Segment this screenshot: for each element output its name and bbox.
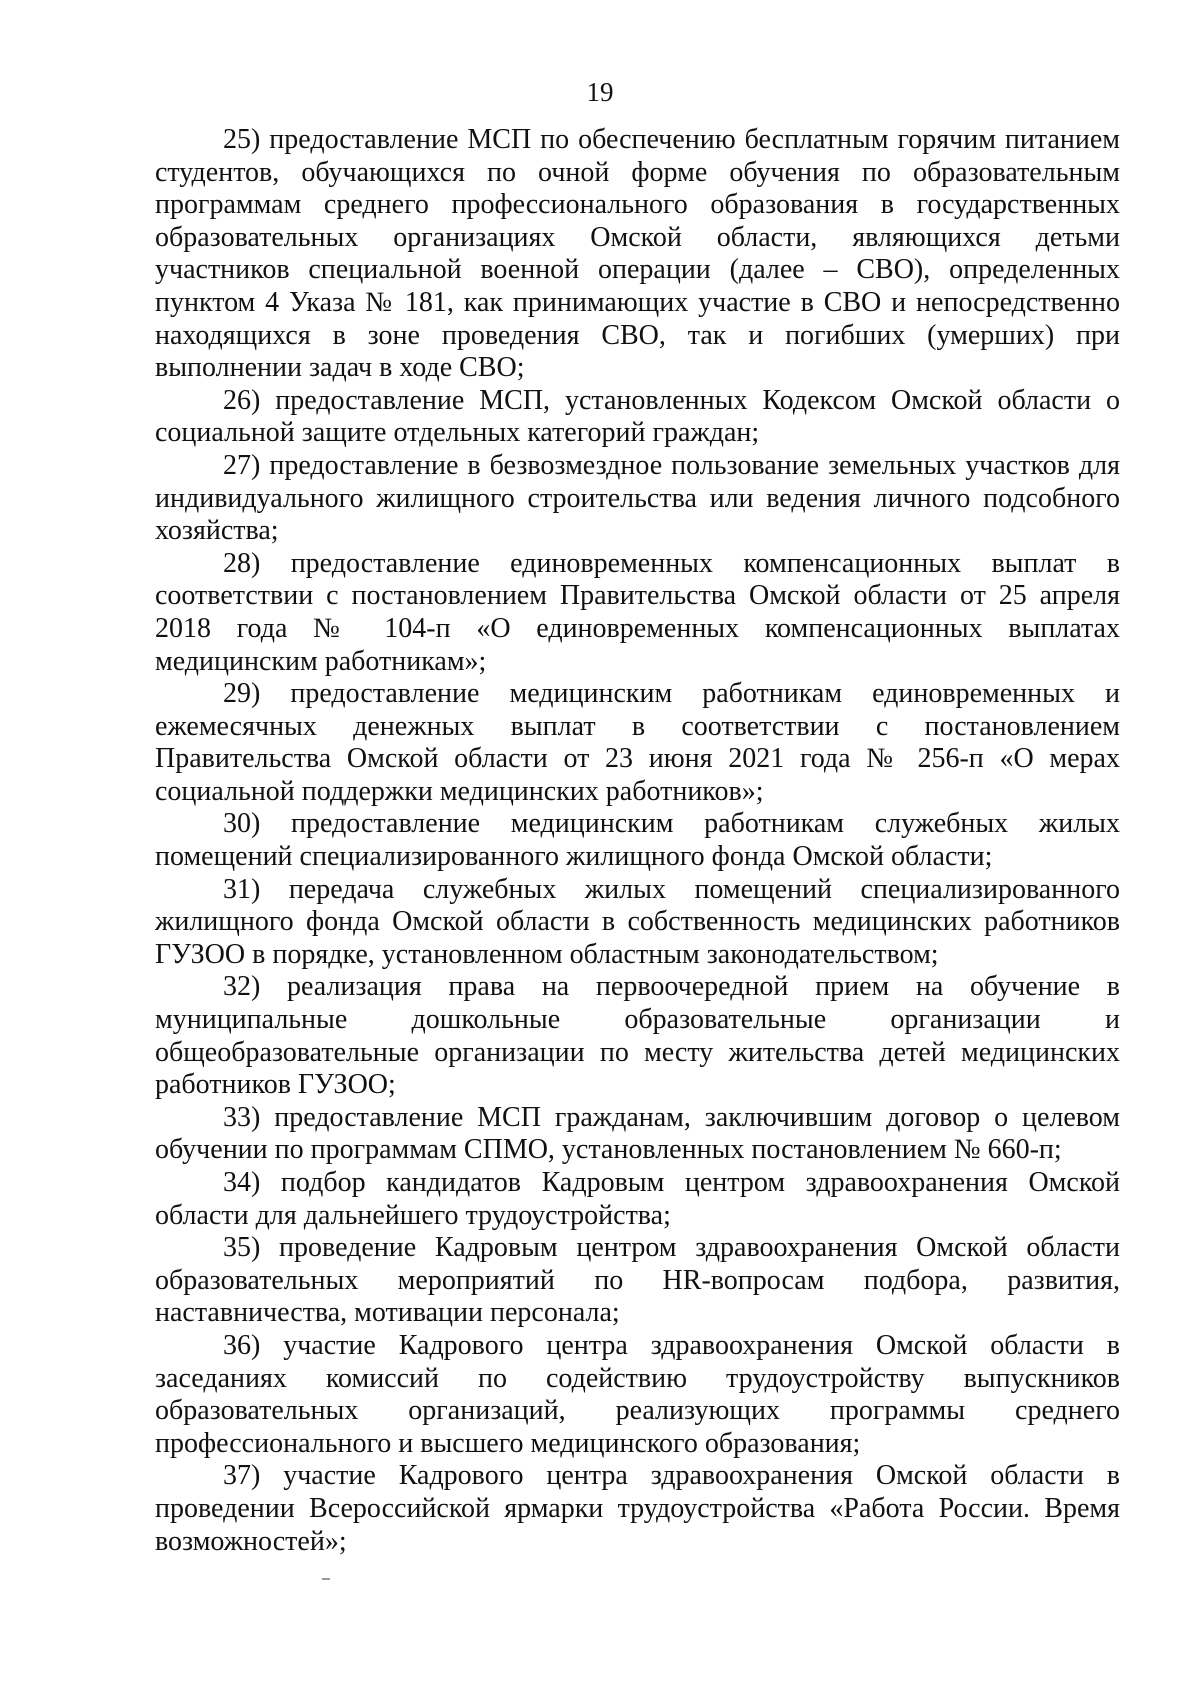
list-item-34: 34) подбор кандидатов Кадровым центром здравоохранения Омской области для дальнейшего трудоустройства; — [155, 1167, 1120, 1231]
list-item-29: 29) предоставление медицинским работникам единовременных и ежемесячных денежных выплат в соответствии с постановлением Правительства Омской области от 23 июня 2021 года № 256-п «О мерах социальной поддержки медицинских работников»; — [155, 678, 1120, 807]
list-item-30: 30) предоставление медицинским работникам служебных жилых помещений специализированного жилищного фонда Омской области; — [155, 808, 1120, 873]
document-body — [155, 124, 1120, 1558]
list-item-32: 32) реализация права на первоочередной прием на обучение в муниципальные дошкольные образовательные организации и общеобразовательные организации по месту жительства детей медицинских работников ГУЗОО; — [155, 971, 1120, 1101]
page-number: 19 — [586, 77, 614, 107]
list-item-25: 25) предоставление МСП по обеспечению бесплатным горячим питанием студентов, обучающихся по очной форме обучения по образовательным программам среднего профессионального образования в государственных образовательных организациях Омской области, являющихся детьми участников специальной военной операции (далее – СВО), определенных пунктом 4 Указа № 181, как принимающих участие в СВО и непосредственно находящихся в зоне проведения СВО, так и погибших (умерших) при выполнении задач в ходе СВО; — [155, 124, 1120, 384]
scan-artifact — [322, 1578, 330, 1580]
list-item-27: 27) предоставление в безвозмездное пользование земельных участков для индивидуального жилищного строительства или ведения личного подсобного хозяйства; — [155, 449, 1120, 547]
list-item-26: 26) предоставление МСП, установленных Кодексом Омской области о социальной защите отдельных категорий граждан; — [155, 384, 1120, 449]
list-item-33: 33) предоставление МСП гражданам, заключившим договор о целевом обучении по программам СПМО, установленных постановлением № 660-п; — [155, 1101, 1120, 1166]
list-item-35: 35) проведение Кадровым центром здравоохранения Омской области образовательных мероприятий по HR-вопросам подбора, развития, наставничества, мотивации персонала; — [155, 1232, 1120, 1329]
list-item-37: 37) участие Кадрового центра здравоохранения Омской области в проведении Всероссийской ярмарки трудоустройства «Работа России. Время возможностей»; — [155, 1460, 1120, 1557]
list-item-31: 31) передача служебных жилых помещений специализированного жилищного фонда Омской области в собственность медицинских работников ГУЗОО в порядке, установленном областным законодательством; — [155, 873, 1120, 970]
list-item-28: 28) предоставление единовременных компенсационных выплат в соответствии с постановлением Правительства Омской области от 25 апреля 2018 года № 104-п «О единовременных компенсационных выплатах медицинским работникам»; — [155, 547, 1120, 677]
list-item-36: 36) участие Кадрового центра здравоохранения Омской области в заседаниях комиссий по содействию трудоустройству выпускников образовательных организаций, реализующих программы среднего профессионального и высшего медицинского образования; — [155, 1329, 1120, 1459]
